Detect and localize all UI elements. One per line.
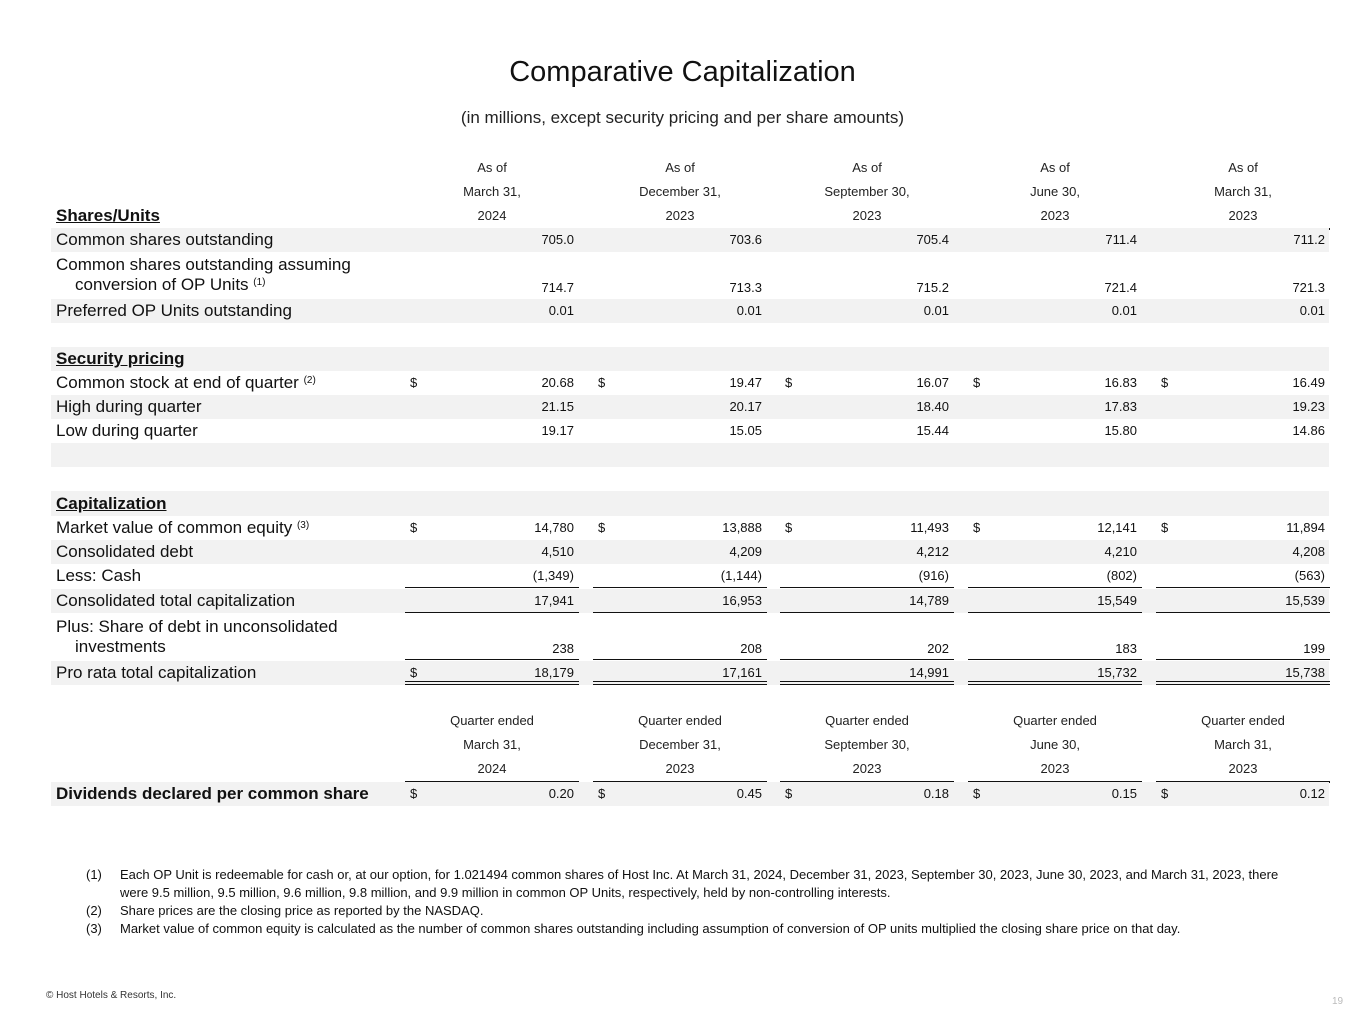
cell-value: 16.07 — [916, 375, 949, 390]
column-header-line: As of — [477, 160, 507, 175]
page-number: 19 — [1332, 996, 1344, 1007]
footnotes — [86, 866, 1296, 938]
footnote-ref: (1) — [253, 277, 266, 288]
label-line — [56, 275, 351, 295]
cell-value: 17.83 — [1104, 399, 1137, 414]
value-cell — [968, 252, 1142, 299]
shares-units-heading-row-heading: Shares/Units — [56, 206, 160, 225]
row-common-stock-end-label — [56, 371, 316, 395]
row-less-cash-label — [56, 564, 141, 588]
cell-value: 16.49 — [1292, 375, 1325, 390]
row-preferred-op-label — [56, 299, 292, 323]
cell-value: 15,549 — [1097, 593, 1137, 608]
cell-value: 15,539 — [1285, 593, 1325, 608]
cell-value: 0.01 — [736, 303, 762, 318]
cell-value: 14,789 — [909, 593, 949, 608]
cell-value: (563) — [1294, 568, 1325, 583]
column-header-line: 2024 — [477, 761, 507, 776]
row-common-shares-label — [56, 228, 273, 252]
cell-value: 14,991 — [909, 665, 949, 680]
row-high-label — [56, 395, 202, 419]
row-dividends — [51, 782, 1329, 806]
footnote-number: (2) — [86, 903, 102, 918]
column-header-line: September 30, — [824, 184, 910, 199]
value-cell — [780, 395, 954, 419]
column-header-line: March 31, — [463, 737, 521, 752]
cell-value: 202 — [927, 641, 949, 656]
value-cell — [405, 371, 579, 395]
value-cell — [968, 661, 1142, 685]
cell-value: 183 — [1115, 641, 1137, 656]
row-pro-rata-total-label — [56, 661, 256, 685]
value-cell — [405, 540, 579, 564]
label-text: Preferred OP Units outstanding — [56, 301, 292, 320]
value-cell — [1156, 252, 1330, 299]
row-market-value — [51, 516, 1329, 540]
value-cell — [968, 371, 1142, 395]
label-text: Low during quarter — [56, 421, 198, 440]
cell-value: 208 — [740, 641, 762, 656]
row-consolidated-debt-label — [56, 540, 193, 564]
value-cell — [968, 614, 1142, 660]
footnote-text: Market value of common equity is calculated as the number of common shares outstanding including assumption of conversion of OP units multiplied the closing share price on that day. — [120, 921, 1181, 936]
column-header-line: As of — [852, 160, 882, 175]
value-cell — [593, 371, 767, 395]
cell-value: 721.4 — [1104, 280, 1137, 295]
currency-symbol: $ — [598, 520, 606, 535]
row-consolidated-total-label — [56, 589, 295, 613]
column-header-line: Quarter ended — [1013, 713, 1097, 728]
cell-value: 199 — [1303, 641, 1325, 656]
footnote-number: (1) — [86, 867, 102, 882]
cell-value: 16,953 — [722, 593, 762, 608]
cell-value: 711.2 — [1293, 232, 1325, 247]
column-header-line: As of — [1040, 160, 1070, 175]
column-header-line: As of — [665, 160, 695, 175]
value-cell — [780, 540, 954, 564]
shares-units-heading-row — [51, 204, 1329, 228]
cell-value: 11,493 — [910, 520, 949, 535]
value-cell — [1156, 589, 1330, 613]
row-plus-share-debt — [51, 614, 1329, 660]
cell-value: 4,212 — [916, 544, 949, 559]
value-cell — [405, 782, 579, 806]
row-assuming-conversion — [51, 252, 1329, 299]
cell-value: 0.01 — [923, 303, 949, 318]
label-text: Consolidated total capitalization — [56, 591, 296, 610]
label-text: investments — [75, 637, 166, 656]
column-header-line: 2023 — [1040, 761, 1070, 776]
value-cell — [968, 419, 1142, 443]
label-text: Market value of common equity — [56, 518, 293, 537]
value-cell — [405, 299, 579, 323]
cell-value: 0.45 — [736, 786, 762, 801]
value-cell — [780, 419, 954, 443]
currency-symbol: $ — [410, 375, 418, 390]
cell-value: 4,510 — [541, 544, 574, 559]
row-market-value-label — [56, 516, 309, 540]
column-header-line: Quarter ended — [1201, 713, 1285, 728]
cell-value: (1,349) — [532, 568, 574, 583]
cell-value: 705.4 — [916, 232, 949, 247]
label-text: High during quarter — [56, 397, 202, 416]
quarter-ended-header — [593, 709, 767, 781]
quarter-ended-header — [968, 709, 1142, 781]
cell-value: 21.15 — [541, 399, 574, 414]
value-cell — [593, 661, 767, 685]
cell-value: 17,941 — [534, 593, 574, 608]
cell-value: 0.12 — [1299, 786, 1325, 801]
label-text: Consolidated debt — [56, 542, 194, 561]
value-cell — [593, 395, 767, 419]
value-cell — [1156, 564, 1330, 588]
value-cell — [405, 395, 579, 419]
value-cell — [968, 564, 1142, 588]
cell-value: 11,894 — [1286, 520, 1325, 535]
cell-value: 15,738 — [1285, 665, 1325, 680]
footnote-ref: (2) — [303, 375, 316, 386]
column-header-line: June 30, — [1030, 184, 1080, 199]
currency-symbol: $ — [973, 520, 981, 535]
column-header-line: 2024 — [477, 208, 507, 223]
value-cell — [780, 299, 954, 323]
cell-value: 12,141 — [1097, 520, 1137, 535]
column-header-line: December 31, — [639, 184, 721, 199]
value-cell — [405, 252, 579, 299]
label-text: conversion of OP Units — [75, 275, 249, 294]
cell-value: 0.01 — [1299, 303, 1325, 318]
cell-value: (1,144) — [720, 568, 762, 583]
row-preferred-op — [51, 299, 1329, 323]
currency-symbol: $ — [1161, 520, 1169, 535]
security-pricing-heading-row — [51, 347, 1329, 371]
cell-value: 714.7 — [541, 280, 574, 295]
currency-symbol: $ — [785, 520, 793, 535]
cell-value: 703.6 — [729, 232, 762, 247]
value-cell — [780, 252, 954, 299]
cell-value: 19.47 — [729, 375, 762, 390]
cell-value: 0.18 — [923, 786, 949, 801]
cell-value: 4,208 — [1292, 544, 1325, 559]
value-cell — [593, 516, 767, 540]
label-text: Dividends declared per common share — [56, 784, 369, 803]
cell-value: 4,209 — [729, 544, 762, 559]
currency-symbol: $ — [410, 520, 418, 535]
cell-value: 721.3 — [1292, 280, 1325, 295]
currency-symbol: $ — [598, 375, 606, 390]
row-less-cash — [51, 564, 1329, 588]
row-low — [51, 419, 1329, 443]
value-cell — [593, 614, 767, 660]
value-cell — [968, 540, 1142, 564]
row-blank-3 — [51, 467, 1329, 491]
footnote-3 — [86, 920, 1296, 938]
cell-value: 17,161 — [722, 665, 762, 680]
value-cell — [1156, 516, 1330, 540]
row-plus-share-debt-label — [56, 617, 338, 657]
column-header-line: March 31, — [1214, 184, 1272, 199]
label-line: Common shares outstanding assuming — [56, 255, 351, 274]
column-header-line: Quarter ended — [825, 713, 909, 728]
cell-value: 0.01 — [1111, 303, 1137, 318]
value-cell — [593, 252, 767, 299]
cell-value: 0.01 — [548, 303, 574, 318]
value-cell — [405, 614, 579, 660]
quarter-ended-header — [780, 709, 954, 781]
cell-value: 20.17 — [729, 399, 762, 414]
value-cell — [780, 782, 954, 806]
value-cell — [1156, 661, 1330, 685]
cell-value: 14.86 — [1292, 423, 1325, 438]
value-cell — [593, 299, 767, 323]
value-cell — [1156, 371, 1330, 395]
cell-value: 18.40 — [916, 399, 949, 414]
value-cell — [1156, 228, 1330, 252]
value-cell — [968, 782, 1142, 806]
currency-symbol: $ — [785, 375, 793, 390]
column-header-line: 2023 — [665, 208, 695, 223]
column-header-line: March 31, — [1214, 737, 1272, 752]
footnote-text: Share prices are the closing price as reported by the NASDAQ. — [120, 903, 484, 918]
column-header-line: March 31, — [463, 184, 521, 199]
value-cell — [780, 661, 954, 685]
page-subtitle: (in millions, except security pricing and per share amounts) — [460, 108, 905, 127]
value-cell — [405, 228, 579, 252]
value-cell — [593, 540, 767, 564]
page-title: Comparative Capitalization — [509, 56, 856, 88]
footnote-1 — [86, 866, 1296, 902]
value-cell — [968, 395, 1142, 419]
value-cell — [593, 589, 767, 613]
cell-value: 15.80 — [1104, 423, 1137, 438]
value-cell — [593, 228, 767, 252]
value-cell — [780, 516, 954, 540]
value-cell — [405, 516, 579, 540]
quarter-ended-header — [405, 709, 579, 781]
value-cell — [1156, 419, 1330, 443]
column-header-line: Quarter ended — [638, 713, 722, 728]
value-cell — [1156, 782, 1330, 806]
row-pro-rata-total — [51, 661, 1329, 685]
value-cell — [968, 589, 1142, 613]
row-assuming-conversion-label — [56, 255, 351, 295]
footnote-ref: (3) — [296, 520, 310, 531]
cell-value: 15.05 — [729, 423, 762, 438]
column-header-line: 2023 — [1228, 208, 1258, 223]
capitalization-heading-row-heading: Capitalization — [56, 494, 167, 513]
cell-value: 13,888 — [722, 520, 762, 535]
currency-symbol: $ — [973, 786, 981, 801]
currency-symbol: $ — [410, 665, 418, 680]
cell-value: 238 — [552, 641, 574, 656]
currency-symbol: $ — [973, 375, 981, 390]
security-pricing-heading-row-heading: Security pricing — [56, 349, 185, 368]
column-header-line: 2023 — [1228, 761, 1258, 776]
row-dividends-label — [56, 782, 369, 806]
value-cell — [405, 419, 579, 443]
value-cell — [405, 564, 579, 588]
value-cell — [405, 661, 579, 685]
value-cell — [968, 299, 1142, 323]
column-header-line: 2023 — [665, 761, 695, 776]
value-cell — [1156, 614, 1330, 660]
label-text: Common shares outstanding — [56, 230, 274, 249]
cell-value: 713.3 — [729, 280, 762, 295]
row-high — [51, 395, 1329, 419]
cell-value: 705.0 — [541, 232, 574, 247]
currency-symbol: $ — [598, 786, 606, 801]
row-blank-2 — [51, 443, 1329, 467]
cell-value: 0.15 — [1111, 786, 1137, 801]
cell-value: 4,210 — [1104, 544, 1137, 559]
value-cell — [780, 371, 954, 395]
column-header-line: 2023 — [852, 208, 882, 223]
cell-value: 15,732 — [1097, 665, 1137, 680]
currency-symbol: $ — [1161, 786, 1169, 801]
column-header-line: 2023 — [852, 761, 882, 776]
row-low-label — [56, 419, 198, 443]
value-cell — [593, 564, 767, 588]
row-blank-1 — [51, 323, 1329, 347]
cell-value: 16.83 — [1104, 375, 1137, 390]
cell-value: 715.2 — [916, 280, 949, 295]
footnote-2 — [86, 902, 1296, 920]
value-cell — [780, 614, 954, 660]
footnote-text: Each OP Unit is redeemable for cash or, at our option, for 1.021494 common shares of Host Inc. At March 31, 2024, December 31, 2023, September 30, 2023, June 30, 2023, and March 31, 2023, there were 9.5 million, 9.5 million, 9.6 million, 9.8 million, and 9.9 million in common OP Units, respectively, held by non-controlling interests. — [120, 867, 1279, 900]
currency-symbol: $ — [785, 786, 793, 801]
value-cell — [593, 419, 767, 443]
value-cell — [1156, 540, 1330, 564]
cell-value: (802) — [1106, 568, 1137, 583]
value-cell — [780, 564, 954, 588]
row-common-stock-end — [51, 371, 1329, 395]
row-consolidated-debt — [51, 540, 1329, 564]
value-cell — [968, 228, 1142, 252]
cell-value: 19.23 — [1292, 399, 1325, 414]
label-text: Pro rata total capitalization — [56, 663, 257, 682]
currency-symbol: $ — [1161, 375, 1169, 390]
cell-value: 19.17 — [541, 423, 574, 438]
currency-symbol: $ — [410, 786, 418, 801]
column-header-line: 2023 — [1040, 208, 1070, 223]
cell-value: 0.20 — [548, 786, 574, 801]
cell-value: (916) — [918, 568, 949, 583]
row-consolidated-total — [51, 589, 1329, 613]
cell-value: 711.4 — [1105, 232, 1137, 247]
cell-value: 14,780 — [534, 520, 574, 535]
value-cell — [968, 516, 1142, 540]
cell-value: 20.68 — [541, 375, 574, 390]
column-header-line: September 30, — [824, 737, 910, 752]
label-line: Plus: Share of debt in unconsolidated — [56, 617, 338, 636]
copyright: © Host Hotels & Resorts, Inc. — [46, 990, 177, 1001]
column-header-line: Quarter ended — [450, 713, 534, 728]
footnote-number: (3) — [86, 921, 102, 936]
value-cell — [780, 589, 954, 613]
label-text: Common stock at end of quarter — [56, 373, 299, 392]
label-line — [56, 637, 338, 657]
column-header-line: June 30, — [1030, 737, 1080, 752]
capitalization-heading-row — [51, 491, 1329, 516]
column-header-line: December 31, — [639, 737, 721, 752]
column-header-line: As of — [1228, 160, 1258, 175]
label-text: Less: Cash — [56, 566, 142, 585]
value-cell — [405, 589, 579, 613]
value-cell — [780, 228, 954, 252]
cell-value: 18,179 — [534, 665, 574, 680]
value-cell — [593, 782, 767, 806]
quarter-ended-header — [1156, 709, 1330, 781]
value-cell — [1156, 299, 1330, 323]
cell-value: 15.44 — [916, 423, 949, 438]
row-common-shares — [51, 228, 1329, 252]
value-cell — [1156, 395, 1330, 419]
